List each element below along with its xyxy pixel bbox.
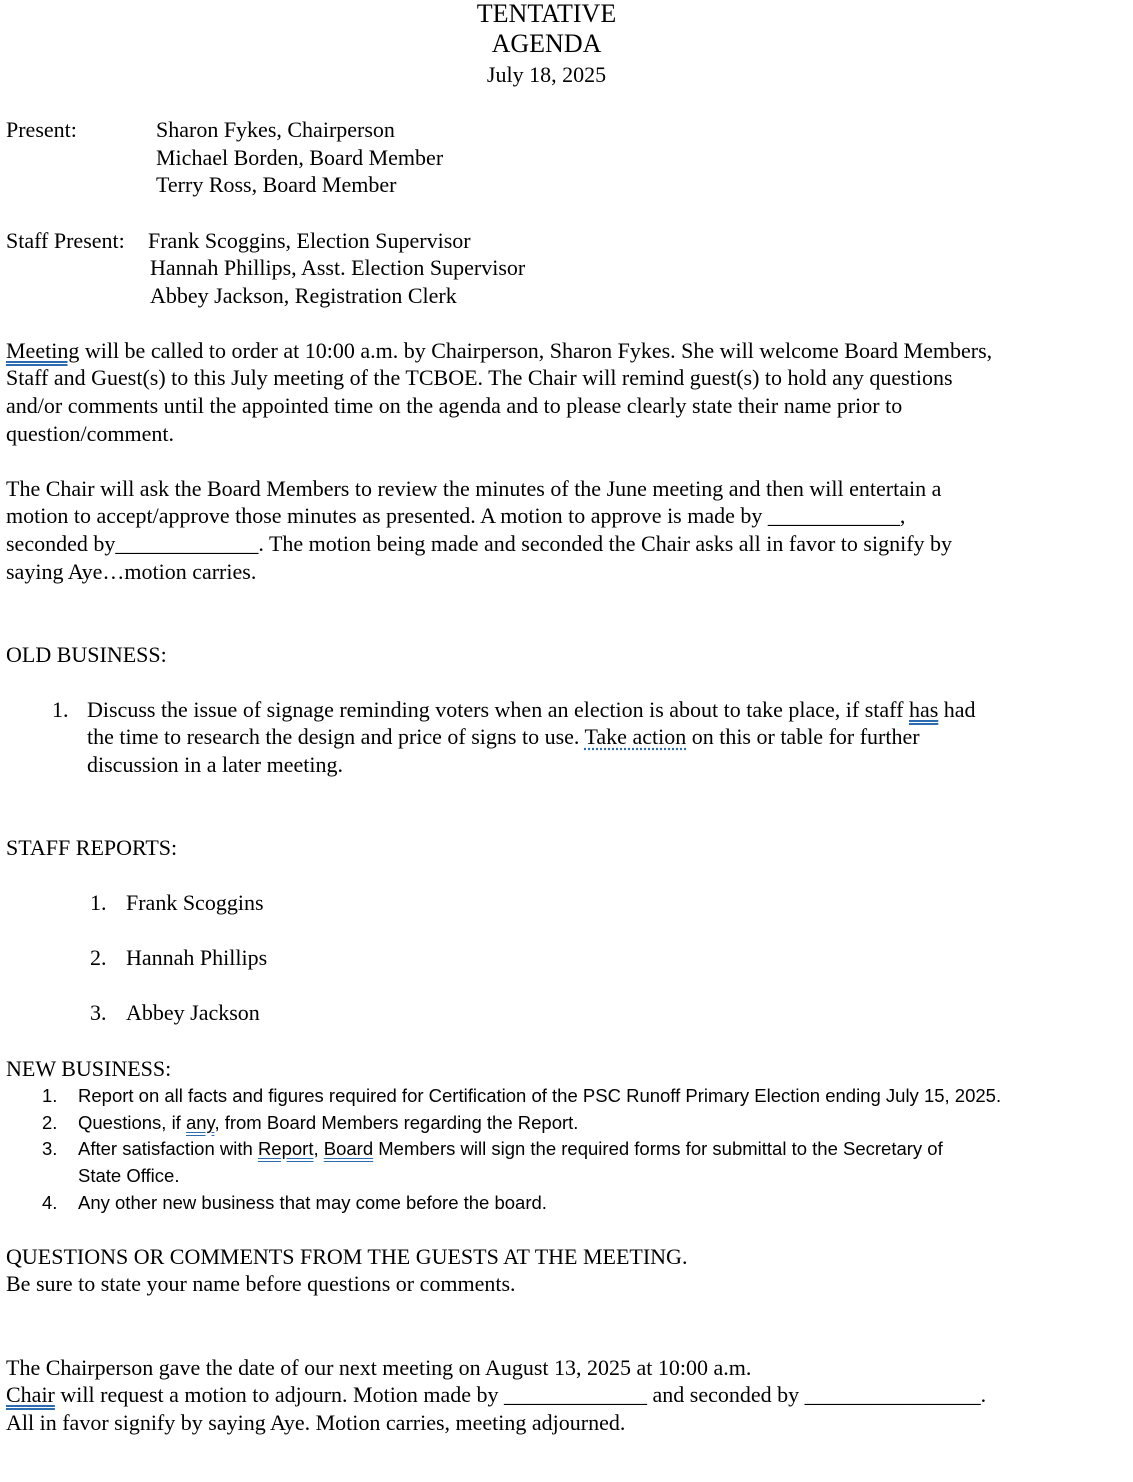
call-to-order-line: question/comment. — [6, 421, 175, 446]
new-business-heading: NEW BUSINESS: — [6, 1056, 172, 1081]
minutes-line: motion to accept/approve those minutes as presented. A motion to approve is made by ____________, — [6, 503, 906, 528]
call-to-order-line: Staff and Guest(s) to this July meeting of the TCBOE. The Chair will remind guest(s) to hold any questions — [6, 365, 953, 390]
staff-member: Abbey Jackson, Registration Clerk — [150, 283, 457, 308]
new-business-item: Report on all facts and figures required for Certification of the PSC Runoff Primary Election ending July 15, 2025. — [78, 1085, 1002, 1106]
grammar-flag: Take action — [584, 724, 687, 749]
staff-member: Hannah Phillips, Asst. Election Supervisor — [150, 255, 526, 280]
new-business-number: 2. — [42, 1112, 58, 1133]
new-business-number: 3. — [42, 1138, 58, 1159]
closing-line: Chair will request a motion to adjourn. Motion made by _____________ and seconded by ________________. — [6, 1382, 987, 1407]
old-business-item-number: 1. — [52, 697, 69, 722]
new-business-number: 4. — [42, 1192, 58, 1213]
staff-member: Frank Scoggins, Election Supervisor — [148, 228, 471, 253]
minutes-line: saying Aye…motion carries. — [6, 559, 257, 584]
spellcheck-word: Report — [257, 1138, 314, 1159]
staff-report-number: 2. — [90, 945, 107, 970]
spellcheck-word: Meeting — [6, 338, 80, 363]
staff-reports-heading: STAFF REPORTS: — [6, 835, 178, 860]
minutes-line: The Chair will ask the Board Members to review the minutes of the June meeting and then will entertain a — [6, 476, 942, 501]
new-business-item: After satisfaction with Report, Board Members will sign the required forms for submittal to the Secretary of — [78, 1138, 943, 1159]
present-member: Terry Ross, Board Member — [156, 172, 397, 197]
minutes-line: seconded by_____________. The motion being made and seconded the Chair asks all in favor to signify by — [6, 531, 953, 556]
old-business-item-line: the time to research the design and price of signs to use. Take action on this or table for further — [87, 724, 920, 749]
closing-line: The Chairperson gave the date of our next meeting on August 13, 2025 at 10:00 a.m. — [6, 1355, 752, 1380]
agenda-title-line2: AGENDA — [491, 29, 602, 58]
agenda-date: July 18, 2025 — [486, 62, 607, 87]
new-business-item: Any other new business that may come before the board. — [78, 1192, 547, 1213]
questions-note: Be sure to state your name before questions or comments. — [6, 1271, 516, 1296]
spellcheck-word: Chair — [6, 1382, 55, 1407]
closing-line: All in favor signify by saying Aye. Motion carries, meeting adjourned. — [6, 1410, 626, 1435]
agenda-title-line1: TENTATIVE — [476, 0, 617, 28]
spellcheck-word: Board — [323, 1138, 374, 1159]
staff-report-name: Frank Scoggins — [126, 890, 264, 915]
new-business-item-continued: State Office. — [78, 1165, 180, 1186]
old-business-item-line: discussion in a later meeting. — [87, 752, 343, 777]
staff-report-name: Hannah Phillips — [126, 945, 268, 970]
questions-heading: QUESTIONS OR COMMENTS FROM THE GUESTS AT THE MEETING. — [6, 1244, 688, 1269]
present-member: Sharon Fykes, Chairperson — [156, 117, 395, 142]
staff-report-name: Abbey Jackson — [126, 1000, 260, 1025]
staff-report-number: 1. — [90, 890, 107, 915]
old-business-item-line: Discuss the issue of signage reminding voters when an election is about to take place, if staff has had — [87, 697, 976, 722]
present-member: Michael Borden, Board Member — [156, 145, 444, 170]
staff-report-number: 3. — [90, 1000, 107, 1025]
new-business-item: Questions, if any, from Board Members regarding the Report. — [78, 1112, 579, 1133]
staff-present-label: Staff Present: — [6, 228, 125, 253]
call-to-order-line: and/or comments until the appointed time on the agenda and to please clearly state their name prior to — [6, 393, 903, 418]
old-business-heading: OLD BUSINESS: — [6, 642, 167, 667]
call-to-order-line: Meeting will be called to order at 10:00 a.m. by Chairperson, Sharon Fykes. She will welcome Board Members, — [6, 338, 993, 363]
spellcheck-word: any — [185, 1112, 215, 1133]
present-label: Present: — [6, 117, 77, 142]
spellcheck-word: has — [908, 697, 939, 722]
new-business-number: 1. — [42, 1085, 58, 1106]
